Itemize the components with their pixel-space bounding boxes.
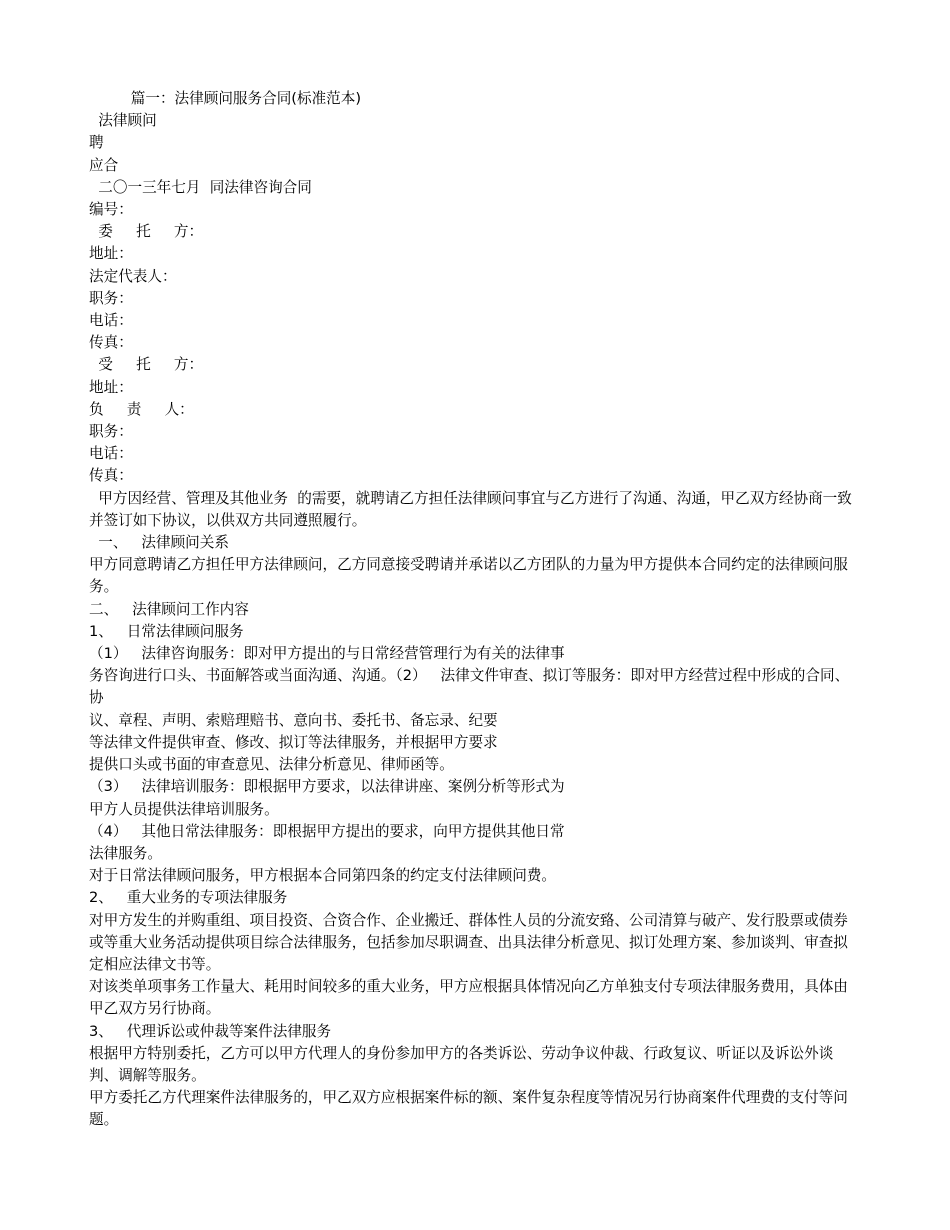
trustee-phone-label: 电话： (89, 445, 133, 463)
body-paragraph: 对该类单项事务工作量大、耗用时间较多的重大业务，甲方应根据具体情况向乙方单独支付专项法律服务费用，具体由甲乙双方另行协商。 (89, 978, 848, 1018)
client-position-label: 职务： (89, 289, 133, 307)
body-paragraph: （4） 其他日常法律服务：即根据甲方提出的要求，向甲方提供其他日常 (89, 822, 565, 840)
body-paragraph: （1） 法律咨询服务：即对甲方提出的与日常经营管理行为有关的法律事 (89, 645, 565, 663)
body-paragraph: 甲方人员提供法律培训服务。 (89, 800, 279, 818)
preamble-paragraph: 甲方因经营、管理及其他业务 的需要，就聘请乙方担任法律顾问事宜与乙方进行了沟通、沟通，甲乙双方经协商一致并签订如下协议，以供双方共同遵照履行。 (89, 489, 852, 529)
client-legal-rep-label: 法定代表人： (89, 267, 177, 285)
body-paragraph: 甲方同意聘请乙方担任甲方法律顾问，乙方同意接受聘请并承诺以乙方团队的力量为甲方提供本合同约定的法律顾问服务。 (89, 556, 848, 596)
subsection-heading: 1、 日常法律顾问服务 (89, 622, 244, 640)
contract-number-label: 编号： (89, 201, 133, 219)
cover-title-fragment: 法律顾问 (89, 112, 157, 130)
cover-date-line: 二〇一三年七月 同法律咨询合同 (89, 178, 312, 196)
cover-title-fragment: 应合 (89, 156, 119, 174)
body-paragraph: 提供口头或书面的审查意见、法律分析意见、律师函等。 (89, 756, 454, 774)
document-body (89, 88, 861, 1132)
trustee-label: 受 托 方： (89, 356, 204, 374)
client-label: 委 托 方： (89, 223, 204, 241)
body-paragraph: 对于日常法律顾问服务，甲方根据本合同第四条的约定支付法律顾问费。 (89, 867, 557, 885)
body-paragraph: 法律服务。 (89, 844, 162, 862)
body-paragraph: 对甲方发生的并购重组、项目投资、合资合作、企业搬迁、群体性人员的分流安臵、公司清算与破产、发行股票或债券或等重大业务活动提供项目综合法律服务，包括参加尽职调查、出具法律分析意见、拟订处理方案、参加谈判、审查拟定相应法律文书等。 (89, 911, 848, 973)
client-address-label: 地址： (89, 245, 133, 263)
section-heading: 二、 法律顾问工作内容 (89, 600, 249, 618)
trustee-position-label: 职务： (89, 423, 133, 441)
section-heading: 一、 法律顾问关系 (89, 534, 229, 552)
body-paragraph: 务咨询进行口头、书面解答或当面沟通、沟通。（2） 法律文件审查、拟订等服务：即对甲方经营过程中形成的合同、协 (89, 667, 850, 707)
body-paragraph: 议、章程、声明、索赔理赔书、意向书、委托书、备忘录、纪要 (89, 711, 498, 729)
subsection-heading: 2、 重大业务的专项法律服务 (89, 889, 288, 907)
trustee-responsible-label: 负 责 人： (89, 400, 194, 418)
client-fax-label: 传真： (89, 334, 133, 352)
trustee-fax-label: 传真： (89, 467, 133, 485)
cover-title-fragment: 聘 (89, 134, 104, 152)
body-paragraph: 甲方委托乙方代理案件法律服务的，甲乙双方应根据案件标的额、案件复杂程度等情况另行协商案件代理费的支付等问题。 (89, 1089, 848, 1129)
body-paragraph: （3） 法律培训服务：即根据甲方要求，以法律讲座、案例分析等形式为 (89, 778, 565, 796)
client-phone-label: 电话： (89, 312, 133, 330)
body-paragraph: 根据甲方特别委托，乙方可以甲方代理人的身份参加甲方的各类诉讼、劳动争议仲裁、行政复议、听证以及诉讼外谈判、调解等服务。 (89, 1044, 834, 1084)
trustee-address-label: 地址： (89, 378, 133, 396)
document-heading: 篇一：法律顾问服务合同(标准范本) (89, 90, 362, 107)
body-paragraph: 等法律文件提供审查、修改、拟订等法律服务，并根据甲方要求 (89, 733, 498, 751)
subsection-heading: 3、 代理诉讼或仲裁等案件法律服务 (89, 1022, 332, 1040)
